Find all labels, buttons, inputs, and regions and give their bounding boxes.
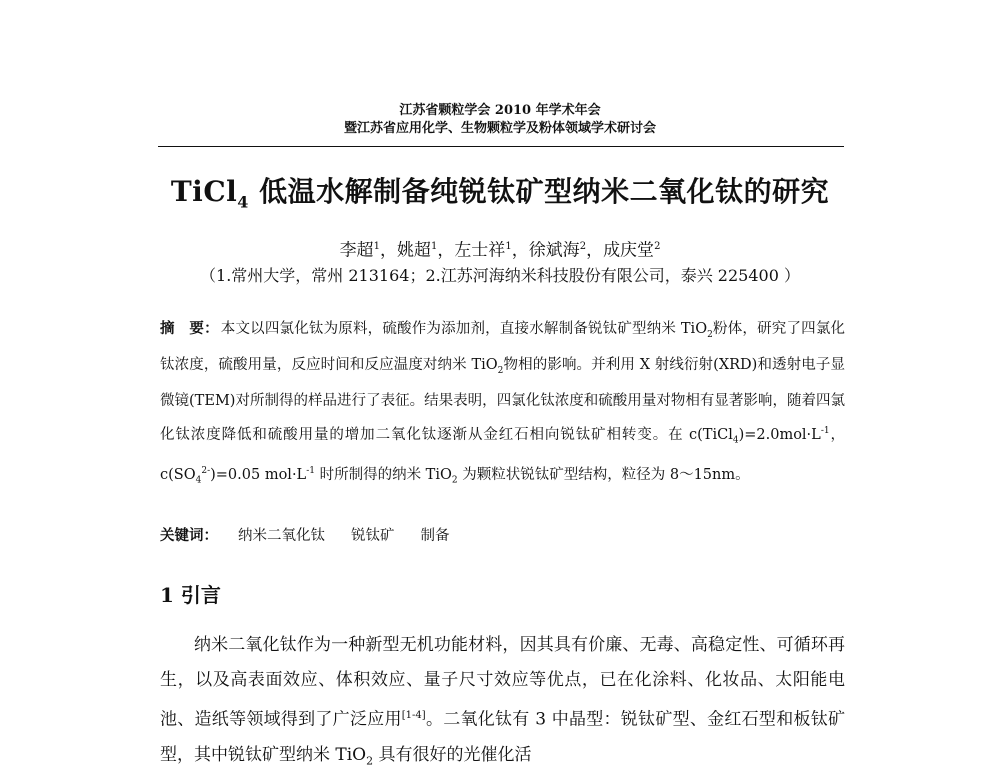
keyword: 纳米二氧化钛 <box>238 528 325 544</box>
keyword: 制备 <box>420 528 450 544</box>
abstract <box>160 314 845 495</box>
author-affil-mark: 1 <box>505 241 512 252</box>
body-text: 具有很好的光催化活 <box>373 744 532 765</box>
abstract-text: 物相的影响。并利用 X 射线衍射(XRD)和透射电子显微镜(TEM)对所制得的样品进行了表征。结果表明，四氯化钛浓度和硫酸用量对物相有显著影响，随着四氯化钛浓度降低和硫酸用量的增加二氧化钛逐渐从金红石相向锐钛矿相转变。在 c(TiCl <box>160 356 845 443</box>
abstract-text: )=2.0mol·L <box>738 426 821 443</box>
keyword: 锐钛矿 <box>351 528 395 544</box>
subscript: 2 <box>451 475 458 486</box>
body-text: 纳米二氧化钛作为一种新型无机功能材料，因其具有价廉、无毒、高稳定性、可循环再生，以及高表面效应、体积效应、量子尺寸效应等优点，已在化涂料、化妆品、太阳能电池、造纸等领域得到了广泛应用 <box>160 635 845 730</box>
author-affil-mark: 2 <box>654 241 661 252</box>
author-affil-mark: 1 <box>373 241 380 252</box>
keywords <box>160 523 845 549</box>
superscript: -1 <box>820 425 830 436</box>
conference-name: 江苏省颗粒学会 2010 年学术年会 <box>399 103 601 118</box>
title-formula: TiCl <box>170 175 238 208</box>
subscript: 4 <box>195 475 202 486</box>
subscript: 2 <box>366 754 374 768</box>
author-name: 李超 <box>339 240 374 261</box>
conference-header <box>160 102 840 138</box>
abstract-text: )=0.05 mol·L <box>210 466 307 483</box>
author-name: 成庆堂 <box>603 240 655 261</box>
abstract-text: 粉体，研究了四氯化钛浓度，硫酸用量，反应时间和反应温度对纳米 TiO <box>160 321 846 373</box>
subscript: 2 <box>707 329 713 340</box>
title-text: 低温水解制备纯锐钛矿型纳米二氧化钛的研究 <box>259 175 830 208</box>
intro-paragraph <box>160 628 845 778</box>
subscript: 2 <box>497 365 504 376</box>
body-text: 。二氧化钛有 3 中晶型：锐钛矿型、金红石型和板钛矿型，其中锐钛矿型纳米 TiO <box>160 709 846 765</box>
section-heading <box>160 580 221 610</box>
superscript: 2- <box>201 465 211 476</box>
superscript: -1 <box>306 465 315 476</box>
author-name: 左士祥 <box>454 240 506 261</box>
abstract-text: 为颗粒状锐钛矿型结构，粒径为 8～15nm。 <box>457 466 750 483</box>
author-name: 徐斌海 <box>528 240 580 261</box>
author-affil-mark: 1 <box>430 241 438 252</box>
paper-title <box>100 173 900 222</box>
citation: [1-4] <box>401 710 426 721</box>
abstract-text: 本文以四氯化钛为原料，硫酸作为添加剂，直接水解制备锐钛矿型纳米 TiO <box>220 321 708 337</box>
header-divider <box>158 146 844 147</box>
author-list: 李超$^1$，姚超$^1$，左士祥$^1$，徐斌海$^2$，成庆堂$^2$ <box>339 240 661 261</box>
author-affil-mark: 2 <box>579 241 587 252</box>
subscript: 4 <box>732 435 739 446</box>
abstract-label: 摘 要： <box>160 320 219 337</box>
keywords-label: 关键词： <box>160 527 218 544</box>
title-formula-subscript: 4 <box>237 192 249 212</box>
abstract-text: 时所制得的纳米 TiO <box>314 466 452 483</box>
abstract-text: ，c(SO <box>160 426 845 483</box>
conference-subtitle: 暨江苏省应用化学、生物颗粒学及粉体领域学术研讨会 <box>343 121 656 136</box>
affiliations: （1.常州大学，常州 213164；2.江苏河海纳米科技股份有限公司，泰兴 225400 ） <box>200 266 800 285</box>
author-name: 姚超 <box>396 240 431 261</box>
section-number: 1 <box>160 583 174 607</box>
section-title: 引言 <box>180 583 221 607</box>
